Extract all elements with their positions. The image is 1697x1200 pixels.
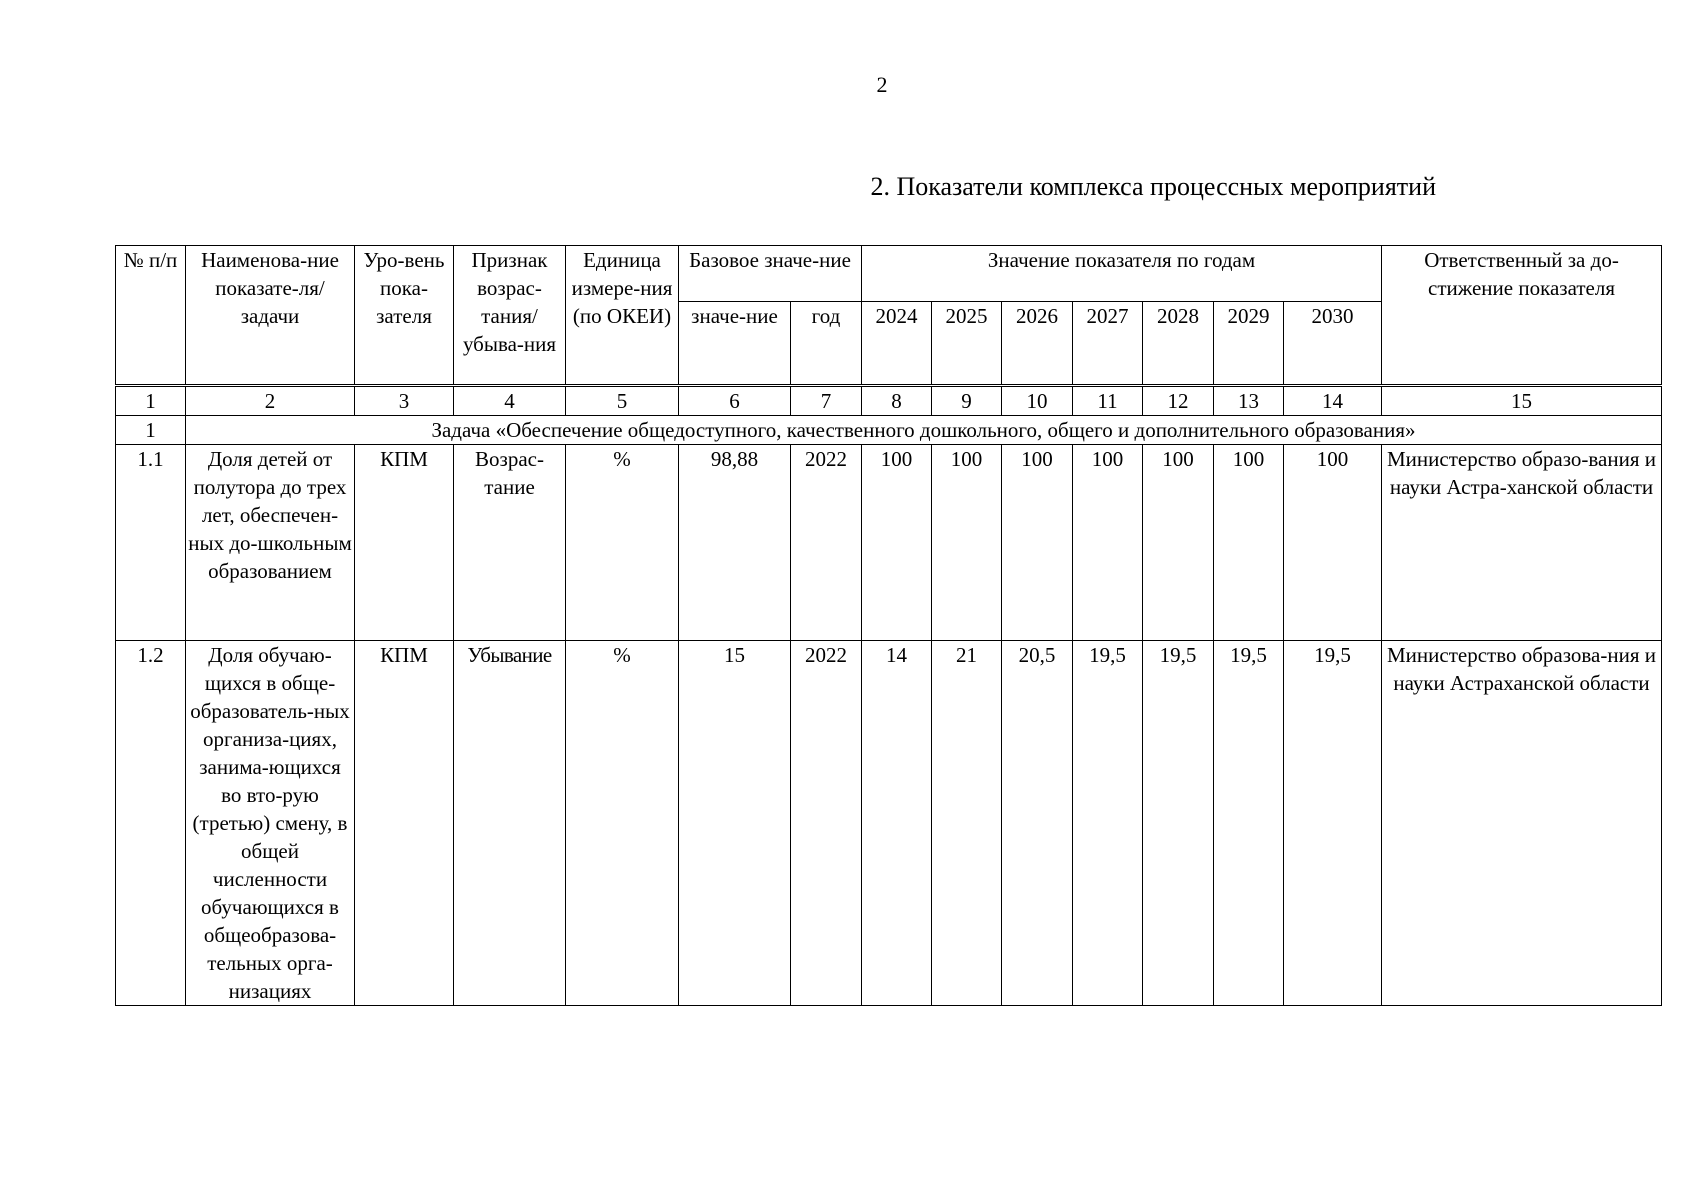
column-number: 12 bbox=[1143, 386, 1214, 416]
column-number-row bbox=[116, 386, 1662, 416]
row-value: 19,5 bbox=[1214, 641, 1284, 1006]
table-row bbox=[116, 641, 1662, 1006]
row-responsible: Министерство образо-вания и науки Астра-ханской области bbox=[1382, 445, 1662, 641]
header-unit: Единица измере-ния (по ОКЕИ) bbox=[566, 246, 679, 386]
column-number: 1 bbox=[116, 386, 186, 416]
column-number: 6 bbox=[679, 386, 791, 416]
row-value: 20,5 bbox=[1002, 641, 1073, 1006]
row-value: 100 bbox=[862, 445, 932, 641]
task-row bbox=[116, 416, 1662, 445]
row-level: КПМ bbox=[355, 641, 454, 1006]
header-base-year: год bbox=[791, 302, 862, 386]
header-year: 2024 bbox=[862, 302, 932, 386]
header-year: 2025 bbox=[932, 302, 1002, 386]
row-num: 1.1 bbox=[116, 445, 186, 641]
header-level: Уро-вень пока-зателя bbox=[355, 246, 454, 386]
header-year: 2029 bbox=[1214, 302, 1284, 386]
row-base-value: 15 bbox=[679, 641, 791, 1006]
column-number: 3 bbox=[355, 386, 454, 416]
row-trend: Убывание bbox=[454, 641, 566, 1006]
row-trend: Возрас-тание bbox=[454, 445, 566, 641]
header-year: 2028 bbox=[1143, 302, 1214, 386]
column-number: 4 bbox=[454, 386, 566, 416]
row-value: 21 bbox=[932, 641, 1002, 1006]
column-number: 8 bbox=[862, 386, 932, 416]
header-values-by-year: Значение показателя по годам bbox=[862, 246, 1382, 302]
header-base-value: значе-ние bbox=[679, 302, 791, 386]
row-base-value: 98,88 bbox=[679, 445, 791, 641]
row-level: КПМ bbox=[355, 445, 454, 641]
task-text: Задача «Обеспечение общедоступного, качественного дошкольного, общего и дополнительного образования» bbox=[186, 416, 1662, 445]
table-row bbox=[116, 445, 1662, 641]
row-responsible: Министерство образова-ния и науки Астраханской области bbox=[1382, 641, 1662, 1006]
column-number: 11 bbox=[1073, 386, 1143, 416]
row-name: Доля детей от полутора до трех лет, обеспечен-ных до-школьным образованием bbox=[186, 445, 355, 641]
column-number: 5 bbox=[566, 386, 679, 416]
task-num: 1 bbox=[116, 416, 186, 445]
row-value: 19,5 bbox=[1284, 641, 1382, 1006]
header-num: № п/п bbox=[116, 246, 186, 386]
row-unit: % bbox=[566, 641, 679, 1006]
row-value: 100 bbox=[1284, 445, 1382, 641]
header-base: Базовое значе-ние bbox=[679, 246, 862, 302]
row-num: 1.2 bbox=[116, 641, 186, 1006]
column-number: 9 bbox=[932, 386, 1002, 416]
row-value: 100 bbox=[1073, 445, 1143, 641]
section-title: 2. Показатели комплекса процессных мероприятий bbox=[870, 172, 1436, 201]
header-year: 2027 bbox=[1073, 302, 1143, 386]
column-number: 10 bbox=[1002, 386, 1073, 416]
column-number: 7 bbox=[791, 386, 862, 416]
row-base-year: 2022 bbox=[791, 445, 862, 641]
row-value: 100 bbox=[932, 445, 1002, 641]
header-responsible: Ответственный за до-стижение показателя bbox=[1382, 246, 1662, 386]
row-value: 14 bbox=[862, 641, 932, 1006]
column-number: 2 bbox=[186, 386, 355, 416]
row-name: Доля обучаю-щихся в обще-образователь-ных организа-циях, занима-ющихся во вто-рую (третью) смену, в общей численности обучающихся в общеобразова-тельных орга-низациях bbox=[186, 641, 355, 1006]
header-trend: Признак возрас-тания/ убыва-ния bbox=[454, 246, 566, 386]
header-year: 2026 bbox=[1002, 302, 1073, 386]
row-value: 100 bbox=[1002, 445, 1073, 641]
row-value: 100 bbox=[1214, 445, 1284, 641]
row-value: 100 bbox=[1143, 445, 1214, 641]
row-value: 19,5 bbox=[1073, 641, 1143, 1006]
column-number: 13 bbox=[1214, 386, 1284, 416]
page-number: 2 bbox=[876, 72, 888, 97]
row-value: 19,5 bbox=[1143, 641, 1214, 1006]
column-number: 15 bbox=[1382, 386, 1662, 416]
column-number: 14 bbox=[1284, 386, 1382, 416]
row-unit: % bbox=[566, 445, 679, 641]
row-base-year: 2022 bbox=[791, 641, 862, 1006]
indicators-table bbox=[115, 245, 1662, 1006]
header-year: 2030 bbox=[1284, 302, 1382, 386]
header-name: Наименова-ние показате-ля/задачи bbox=[186, 246, 355, 386]
